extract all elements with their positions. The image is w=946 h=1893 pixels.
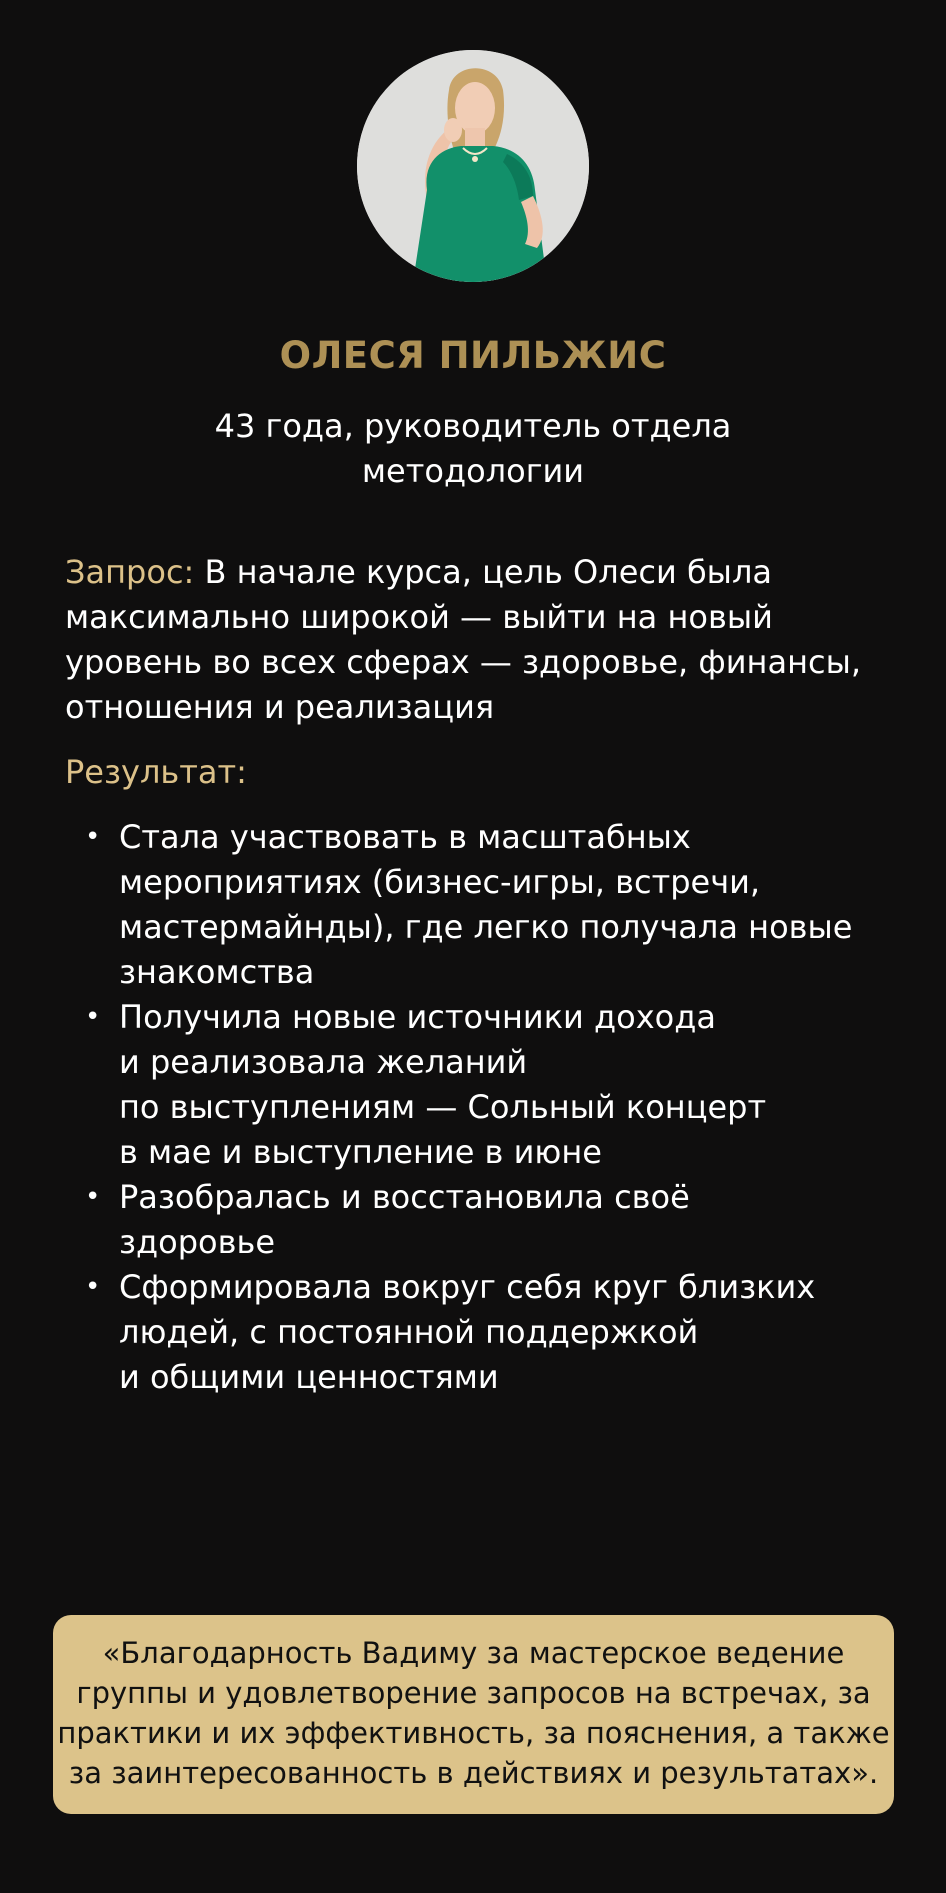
profile-avatar xyxy=(357,50,589,282)
bullet-marker: • xyxy=(85,1272,101,1302)
testimonial-quote xyxy=(53,1615,894,1814)
subtitle-line: 43 года, руководитель отдела xyxy=(214,407,732,445)
list-item-line: мастермайнды), где легко получала новые xyxy=(119,908,853,946)
request-block xyxy=(65,550,895,730)
request-text: В начале курса, цель Олеси была xyxy=(194,553,772,591)
bullet-marker: • xyxy=(85,822,101,852)
quote-line: практики и их эффективность, за пояснения, а также xyxy=(57,1716,890,1750)
quote-line: за заинтересованность в действиях и результатах». xyxy=(68,1756,879,1790)
list-item xyxy=(65,815,895,995)
person-subtitle xyxy=(0,404,946,494)
person-name: ОЛЕСЯ ПИЛЬЖИС xyxy=(279,334,667,377)
list-item-line: людей, с постоянной поддержкой xyxy=(119,1313,699,1351)
bullet-marker: • xyxy=(85,1182,101,1212)
subtitle-line: методологии xyxy=(361,452,585,490)
request-line: уровень во всех сферах — здоровье, финансы, xyxy=(65,643,862,681)
profile-photo-illustration xyxy=(357,50,589,282)
list-item-line: Стала участвовать в масштабных xyxy=(119,818,691,856)
bullet-marker: • xyxy=(85,1002,101,1032)
list-item-line: Получила новые источники дохода xyxy=(119,998,716,1036)
list-item-line: Сформировала вокруг себя круг близких xyxy=(119,1268,816,1306)
request-line xyxy=(65,550,895,595)
result-label: Результат: xyxy=(65,753,247,791)
list-item-line: в мае и выступление в июне xyxy=(119,1133,602,1171)
list-item-line: Разобралась и восстановила своё xyxy=(119,1178,690,1216)
list-item-line: и реализовала желаний xyxy=(119,1043,528,1081)
request-line: максимально широкой — выйти на новый xyxy=(65,598,773,636)
list-item-line: и общими ценностями xyxy=(119,1358,499,1396)
result-list xyxy=(65,815,895,1400)
list-item xyxy=(65,995,895,1175)
list-item xyxy=(65,1175,895,1265)
list-item-line: знакомства xyxy=(119,953,315,991)
list-item-line: мероприятиях (бизнес-игры, встречи, xyxy=(119,863,761,901)
quote-line: «Благодарность Вадиму за мастерское ведение xyxy=(102,1636,845,1670)
request-label: Запрос: xyxy=(65,553,195,591)
list-item-line: по выступлениям — Сольный концерт xyxy=(119,1088,767,1126)
quote-line: группы и удовлетворение запросов на встречах, за xyxy=(76,1676,871,1710)
request-line: отношения и реализация xyxy=(65,688,495,726)
list-item-line: здоровье xyxy=(119,1223,276,1261)
case-content xyxy=(65,550,895,1400)
list-item xyxy=(65,1265,895,1400)
